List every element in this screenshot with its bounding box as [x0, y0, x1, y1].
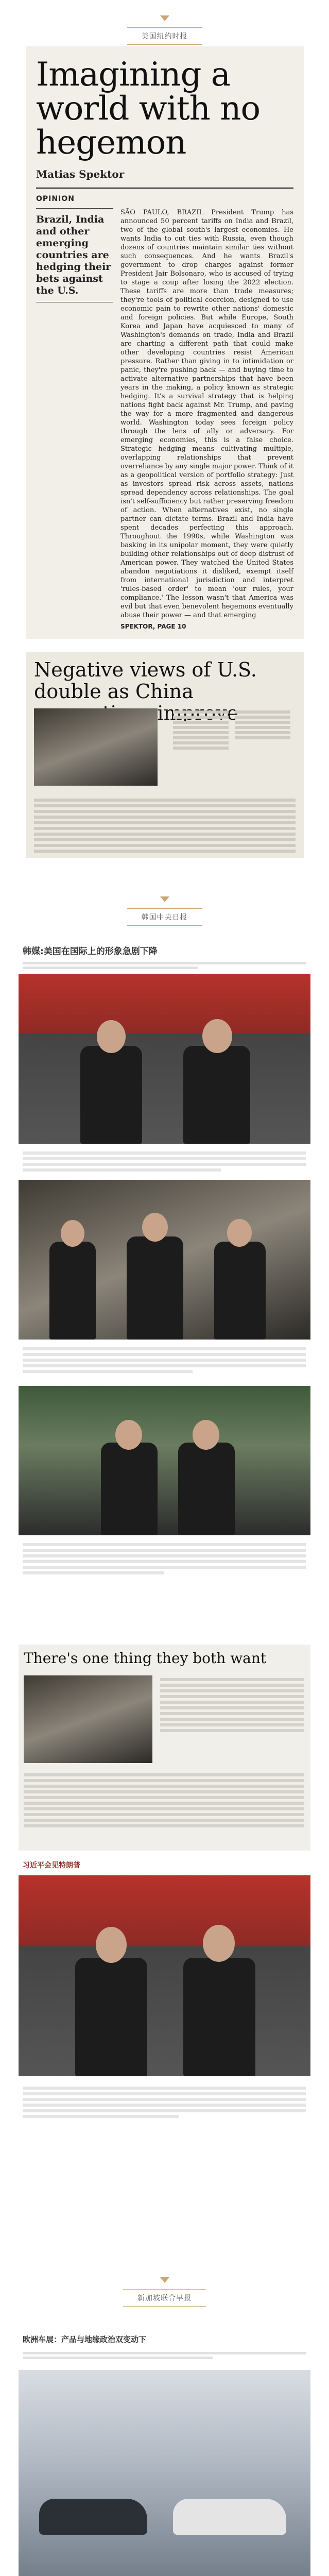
section-label-text: 美国纽约时报 — [127, 27, 202, 45]
section-kicker: OPINION — [36, 195, 75, 203]
article-title: 习近平会见特朗普 — [23, 1861, 80, 1870]
news-header — [19, 2329, 310, 2370]
section-label-korea — [0, 896, 329, 926]
news-photo — [34, 708, 158, 786]
article-column — [235, 708, 290, 752]
article-title: 韩媒:美国在国际上的形象急剧下降 — [23, 946, 158, 957]
news-header — [19, 938, 310, 974]
article-body: SÃO PAULO, BRAZIL President Trump has announced 50 percent tariffs on India and Brazil, two of the global south's largest economies. He wants India to cut ties with Russia, even though dozens of countries maintain similar ties without such consequences. And he wants Brazil's government to drop charges against former President Jair Bolsonaro, who is accused of trying to stage a coup after losing the 2022 election. These tariffs are more than trade measures; they're tools of political coercion, designed to use economic pain to rewrite other nations' domestic and foreign policies. But while Europe, South Korea and Japan have acquiesced to many of Washington's demands on trade, India and Brazil are charting a different path that could make other developing countries resist American pressure. Rather than giving in to intimidation or panic, they're pushing back — and buying time to activate alternative partnerships that have been years in the making, a policy known as strategic hedging. It's a survival strategy that is helping nations fight back against Mr. Trump, and paving the way for a more fragmented and dangerous world. Washington today sees foreign policy through the lens of ally or adversary. For emerging economies, this is a false choice. Strategic hedging means cultivating multiple, overlapping relationships that prevent overreliance by any single major power. Think of it as a geopolitical version of portfolio strategy: Just as investors spread risk across assets, nations spread dependency across relationships. The goal isn't self-sufficiency but rather preserving freedom of action. When alternatives exist, no single partner can dictate terms. Brazil and India have spent decades perfecting this approach. Throughout the 1990s, while Washington was basking in its unipolar moment, they were quietly building other relationships out of deep distrust of American power. They watched the United States abandon negotiations it disliked, exempt itself from international jurisdiction and interpret 'rules-based order' to mean 'our rules, your compliance.' The lesson wasn't that America was evil but that even benevolent hegemons eventually abuse their power — and that emerging — [120, 209, 293, 619]
section-label-text: 韩国中央日报 — [127, 908, 202, 926]
headline: There's one thing they both want — [24, 1650, 267, 1667]
leaders-photo — [19, 1875, 310, 2076]
article-title: 欧洲车展：产品与地缘政治双变动下 — [23, 2335, 147, 2344]
car-show-photo — [19, 2370, 310, 2576]
crowd-photo — [19, 1180, 310, 1340]
news-photo — [24, 1675, 152, 1763]
section-label-singapore — [0, 2277, 329, 2307]
pull-quote: Brazil, India and other emerging countries are hedging their bets against the U.S. — [36, 208, 113, 302]
headline: Imagining a world with no hegemon — [36, 56, 260, 162]
newspaper-clipping-china — [26, 652, 304, 858]
triangle-icon — [160, 2277, 169, 2283]
divider — [36, 188, 293, 189]
event-photo — [19, 1386, 310, 1535]
headline: Negative views of U.S. double as China — [34, 658, 257, 703]
newspaper-clipping-thing — [19, 1645, 310, 1851]
meeting-photo — [19, 974, 310, 1144]
news-photo-article — [19, 1855, 310, 2143]
newspaper-clipping-opinion — [26, 46, 304, 639]
continued-line: SPEKTOR, PAGE 10 — [120, 623, 186, 630]
triangle-icon — [160, 15, 169, 21]
news-body — [19, 974, 310, 1638]
section-label-text: 新加坡联合早报 — [123, 2289, 206, 2307]
section-label-nyt — [0, 15, 329, 45]
triangle-icon — [160, 896, 169, 902]
author-name: Matias Spektor — [36, 168, 125, 180]
article-column — [173, 708, 229, 752]
